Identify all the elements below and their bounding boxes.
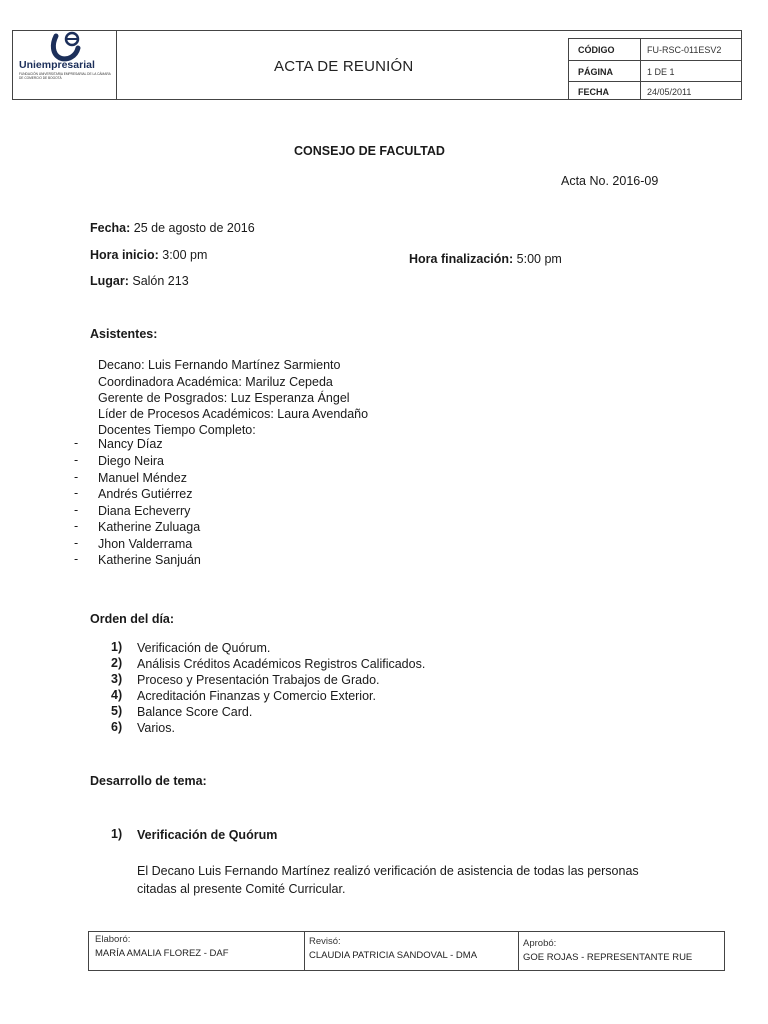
list-bullet: - xyxy=(74,519,79,533)
agenda-number: 4) xyxy=(111,688,123,702)
attendee-role: Docentes Tiempo Completo: xyxy=(98,423,256,437)
topic-title: Verificación de Quórum xyxy=(137,828,278,842)
agenda-item: Varios. xyxy=(137,721,175,735)
hora-fin-line xyxy=(409,252,562,266)
pagina-label: PÁGINA xyxy=(578,67,614,77)
list-bullet: - xyxy=(74,486,79,500)
lugar-line xyxy=(90,274,189,288)
codigo-value: FU-RSC-011ESV2 xyxy=(647,45,722,55)
aprobo-value: GOE ROJAS - REPRESENTANTE RUE xyxy=(523,952,693,963)
attendee-role: Decano: Luis Fernando Martínez Sarmiento xyxy=(98,358,341,372)
lugar-label: Lugar: xyxy=(90,274,129,288)
list-bullet: - xyxy=(74,503,79,517)
section-heading: CONSEJO DE FACULTAD xyxy=(294,144,445,158)
agenda-number: 1) xyxy=(111,640,123,654)
header-rule xyxy=(568,81,742,82)
header-divider xyxy=(640,38,641,100)
agenda-item: Balance Score Card. xyxy=(137,705,253,719)
agenda-item: Proceso y Presentación Trabajos de Grado. xyxy=(137,673,380,687)
fecha-label: FECHA xyxy=(578,87,609,97)
acta-number: Acta No. 2016-09 xyxy=(561,174,659,188)
elaboro-label: Elaboró: xyxy=(95,934,131,945)
hora-inicio-value: 3:00 pm xyxy=(158,248,208,262)
attendee-role: Gerente de Posgrados: Luz Esperanza Ángel xyxy=(98,391,350,405)
agenda-number: 3) xyxy=(111,672,123,686)
elaboro-value: MARÍA AMALIA FLOREZ - DAF xyxy=(95,948,229,959)
orden-heading: Orden del día: xyxy=(90,612,175,626)
list-item: Nancy Díaz xyxy=(98,437,163,451)
hora-fin-label: Hora finalización: xyxy=(409,252,514,266)
agenda-number: 2) xyxy=(111,656,123,670)
list-item: Manuel Méndez xyxy=(98,471,187,485)
fecha-line xyxy=(90,221,255,235)
list-bullet: - xyxy=(74,552,79,566)
agenda-item: Acreditación Finanzas y Comercio Exterior. xyxy=(137,689,376,703)
topic-body: citadas al presente Comité Curricular. xyxy=(137,882,346,896)
list-bullet: - xyxy=(74,470,79,484)
fecha-label: Fecha: xyxy=(90,221,131,235)
logo-subtitle: FUNDACIÓN UNIVERSITARIA EMPRESARIAL DE LA CÁMARA DE COMERCIO DE BOGOTÁ xyxy=(19,72,111,80)
agenda-item: Análisis Créditos Académicos Registros Calificados. xyxy=(137,657,426,671)
asistentes-heading: Asistentes: xyxy=(90,327,158,341)
header-divider xyxy=(568,38,569,100)
table-divider xyxy=(304,931,305,971)
hora-fin-value: 5:00 pm xyxy=(513,252,562,266)
reviso-label: Revisó: xyxy=(309,936,341,947)
document-title: ACTA DE REUNIÓN xyxy=(274,58,414,75)
topic-number: 1) xyxy=(111,827,123,841)
header-rule xyxy=(568,38,742,39)
logo-name: Uniempresarial xyxy=(19,59,95,71)
agenda-number: 6) xyxy=(111,720,123,734)
hora-inicio-label: Hora inicio: xyxy=(90,248,159,262)
reviso-value: CLAUDIA PATRICIA SANDOVAL - DMA xyxy=(309,950,478,961)
list-item: Andrés Gutiérrez xyxy=(98,487,193,501)
list-item: Diego Neira xyxy=(98,454,165,468)
attendee-role: Coordinadora Académica: Mariluz Cepeda xyxy=(98,375,333,389)
lugar-value: Salón 213 xyxy=(128,274,189,288)
agenda-number: 5) xyxy=(111,704,123,718)
list-bullet: - xyxy=(74,436,79,450)
agenda-item: Verificación de Quórum. xyxy=(137,641,271,655)
pagina-value: 1 DE 1 xyxy=(647,67,675,77)
fecha-value: 25 de agosto de 2016 xyxy=(130,221,255,235)
header-rule xyxy=(568,60,742,61)
codigo-label: CÓDIGO xyxy=(578,45,615,55)
list-bullet: - xyxy=(74,536,79,550)
desarrollo-heading: Desarrollo de tema: xyxy=(90,774,207,788)
list-item: Jhon Valderrama xyxy=(98,537,193,551)
list-item: Katherine Sanjuán xyxy=(98,553,201,567)
attendee-role: Líder de Procesos Académicos: Laura Avendaño xyxy=(98,407,369,421)
list-item: Katherine Zuluaga xyxy=(98,520,201,534)
list-bullet: - xyxy=(74,453,79,467)
aprobo-label: Aprobó: xyxy=(523,938,557,949)
list-item: Diana Echeverry xyxy=(98,504,191,518)
table-divider xyxy=(518,931,519,971)
hora-inicio-line xyxy=(90,248,207,262)
header-divider xyxy=(116,30,117,100)
fecha-value: 24/05/2011 xyxy=(647,87,692,97)
topic-body: El Decano Luis Fernando Martínez realizó verificación de asistencia de todas las personas xyxy=(137,864,639,878)
